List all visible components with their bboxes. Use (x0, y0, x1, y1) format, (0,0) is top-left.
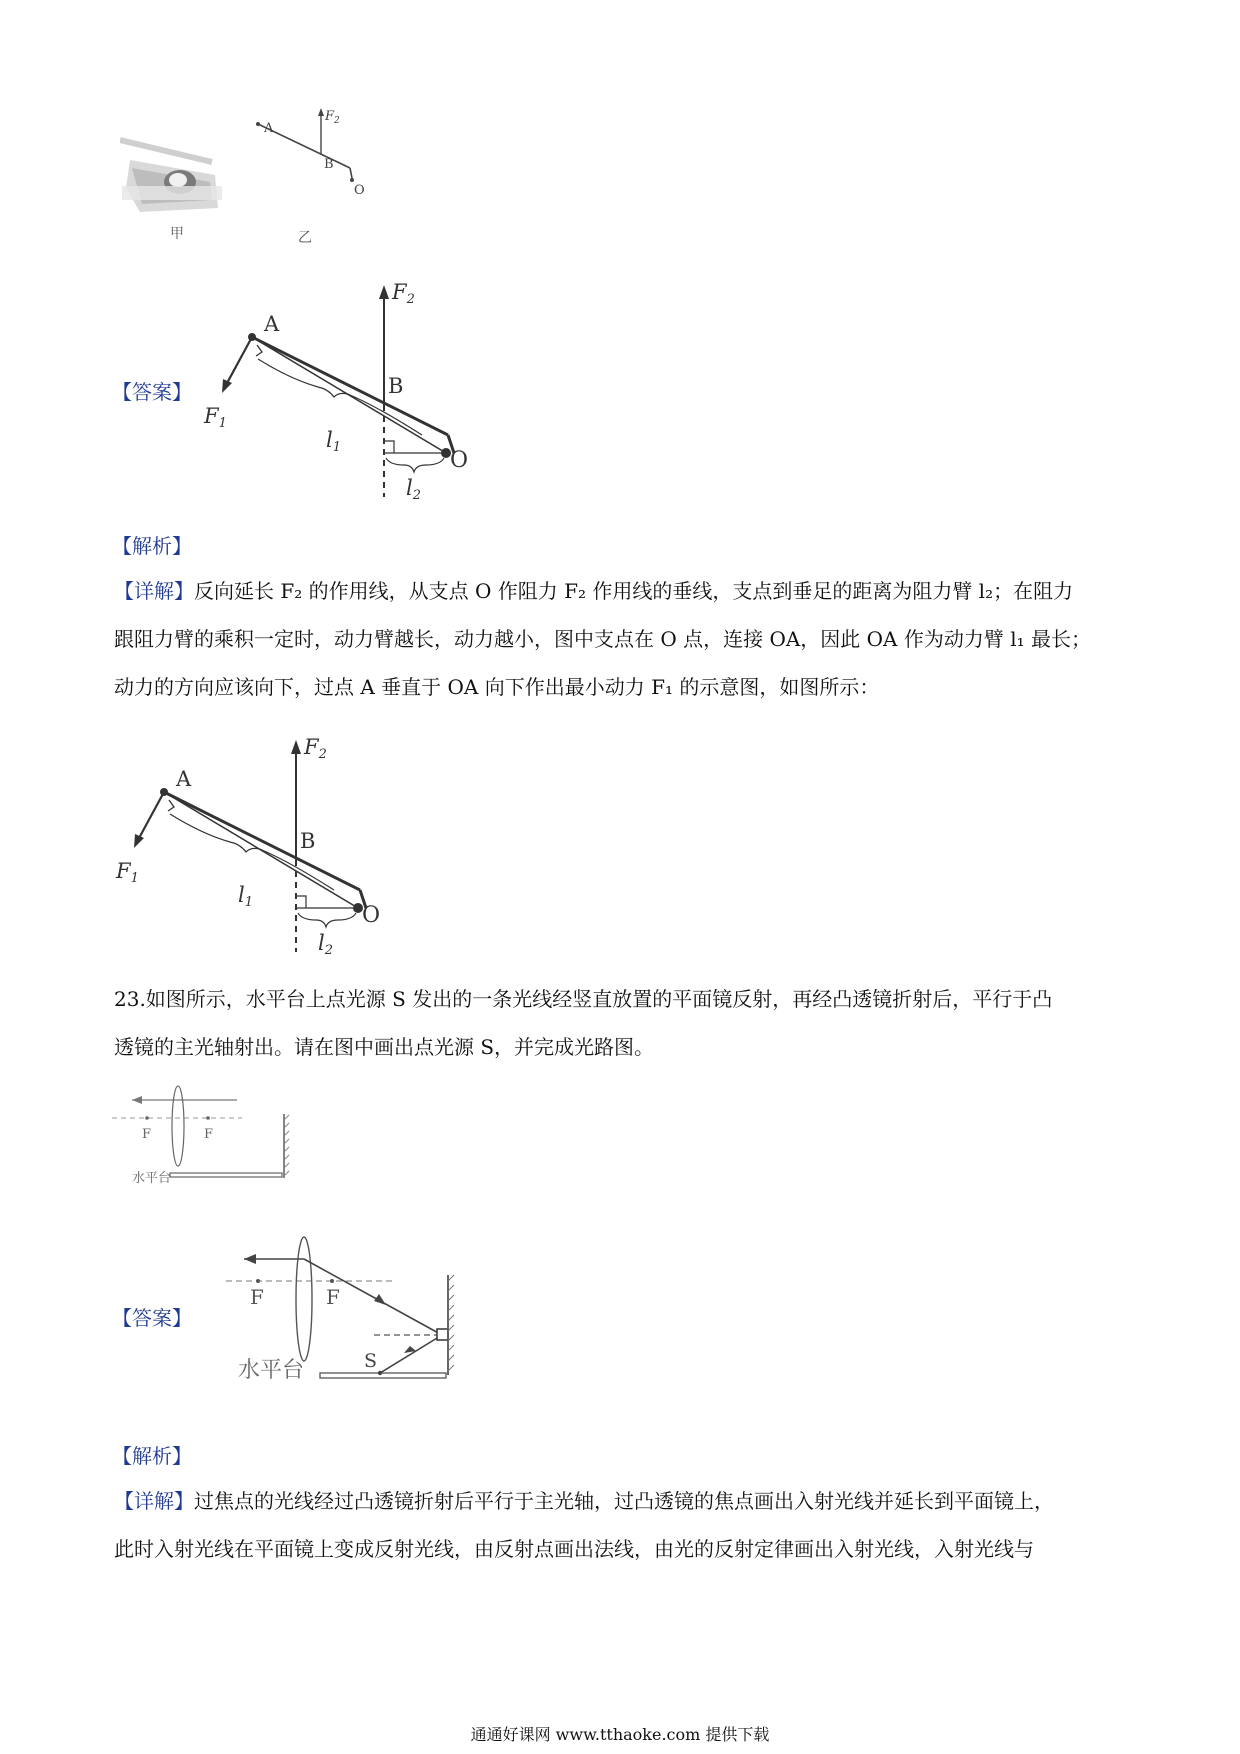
svg-text:F1 (203, 404, 227, 431)
q23-question-diagram (112, 1080, 312, 1200)
q23-answer-diagram (226, 1215, 466, 1385)
q23-line2: 透镜的主光轴射出。请在图中画出点光源 S，并完成光路图。 (114, 1035, 655, 1059)
svg-text:l2 (406, 476, 421, 503)
photo-jia (120, 140, 222, 212)
q23-focus-right: F (204, 1127, 214, 1142)
label-l2: l (406, 476, 413, 500)
label-f1-2: F (116, 859, 131, 883)
q23-question (114, 975, 1134, 1071)
label-f1: F (204, 404, 219, 428)
svg-text:l2 (318, 931, 333, 958)
q22-analysis-diagram (112, 730, 412, 960)
svg-text:F2 (391, 280, 415, 307)
q23-platform-label: 水平台 (132, 1171, 172, 1186)
svg-text:l1 (238, 883, 253, 910)
q22-detail-tag: 【详解】 (114, 579, 194, 603)
q23-answer-platform: 水平台 (238, 1358, 305, 1383)
q22-detail-line1: 反向延长 F₂ 的作用线，从支点 O 作阻力 F₂ 作用线的垂线，支点到垂足的距离为阻力臂 l₂；在阻力 (194, 579, 1074, 603)
label-f2-yi: F (325, 109, 335, 124)
label-f2-yi-sub: 2 (334, 116, 340, 126)
q23-detail-tag: 【详解】 (114, 1489, 194, 1513)
q22-answer-diagram (200, 275, 480, 505)
q22-detail-line3: 动力的方向应该向下，过点 A 垂直于 OA 向下作出最小动力 F₁ 的示意图，如图所示： (114, 675, 880, 699)
svg-text:F1 (115, 859, 139, 886)
svg-text:F2 (324, 109, 340, 126)
label-l1-2: l (238, 883, 245, 907)
label-l1-sub: 1 (332, 440, 341, 455)
label-f2: F (392, 280, 407, 304)
q22-detail-line2: 跟阻力臂的乘积一定时，动力臂越长，动力越小，图中支点在 O 点，连接 OA，因此 OA 作为动力臂 l₁ 最长； (114, 627, 1091, 651)
q23-detail-line1: 过焦点的光线经过凸透镜折射后平行于主光轴，过凸透镜的焦点画出入射光线并延长到平面镜上， (194, 1489, 1054, 1513)
label-o-2: O (362, 903, 381, 928)
svg-text:F2 (303, 735, 327, 762)
label-o-yi: O (354, 183, 365, 198)
label-f2-sub: 2 (406, 292, 415, 307)
label-a: A (264, 312, 280, 336)
label-a-yi: A (264, 121, 274, 136)
label-b-yi: B (324, 157, 334, 172)
q22-detail (114, 567, 1134, 711)
label-o: O (450, 448, 469, 473)
label-a-2: A (176, 767, 192, 791)
q23-detail-line2: 此时入射光线在平面镜上变成反射光线，由反射点画出法线，由光的反射定律画出入射光线，入射光线与 (114, 1537, 1034, 1561)
q23-detail (114, 1477, 1134, 1573)
q23-answer-source-s: S (364, 1350, 378, 1372)
label-f2-2-sub: 2 (318, 747, 327, 762)
label-f1-sub: 1 (218, 416, 227, 431)
q23-line1: 23.如图所示，水平台上点光源 S 发出的一条光线经竖直放置的平面镜反射，再经凸透镜折射后，平行于凸 (114, 987, 1053, 1011)
label-f1-2-sub: 1 (130, 871, 139, 886)
q23-analysis-label: 【解析】 (112, 1444, 192, 1468)
label-l2-sub: 2 (412, 488, 421, 503)
caption-jia: 甲 (170, 226, 184, 242)
q22-answer-label: 【答案】 (112, 380, 192, 404)
caption-yi: 乙 (298, 230, 312, 246)
page-footer: 通通好课网 www.tthaoke.com 提供下载 (470, 1725, 770, 1744)
label-l2-2-sub: 2 (324, 943, 333, 958)
label-f2-2: F (304, 735, 319, 759)
label-b-2: B (300, 829, 316, 853)
q23-answer-label: 【答案】 (112, 1306, 192, 1330)
label-l2-2: l (318, 931, 325, 955)
q22-analysis-label: 【解析】 (112, 534, 192, 558)
q22-figures (120, 100, 380, 250)
q23-answer-focus-left: F (250, 1285, 264, 1309)
q23-answer-focus-right: F (326, 1285, 340, 1309)
svg-text:l1 (326, 428, 341, 455)
label-l1-2-sub: 1 (244, 895, 253, 910)
label-b: B (388, 374, 404, 398)
label-l1: l (326, 428, 333, 452)
q23-focus-left: F (142, 1127, 152, 1142)
